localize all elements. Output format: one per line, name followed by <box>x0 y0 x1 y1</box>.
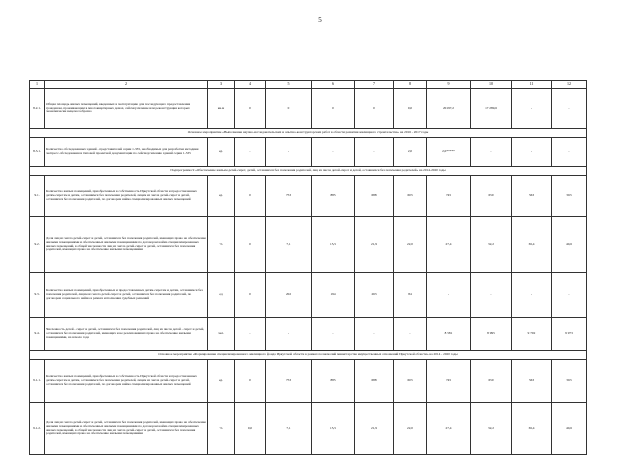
section-row <box>30 167 587 176</box>
column-number: 6 <box>312 81 355 89</box>
value-cell: - <box>512 273 552 318</box>
unit: кв.м <box>208 89 235 129</box>
value-cell: - <box>552 89 587 129</box>
value-cell: 9 973 <box>552 318 587 351</box>
value-cell: 0 <box>235 89 266 129</box>
indicator-name: Численность детей - сирот и детей, оставшихся без попечения родителей, лиц из числа детей - сирот и детей, оставшихся без попечения родителей, имеющих и не реализовавших право на обеспечение жилыми помещениями, на начало года <box>45 318 208 351</box>
value-cell: 563 <box>552 176 587 217</box>
value-cell: - <box>471 273 512 318</box>
value-cell: - <box>355 318 394 351</box>
value-cell: 7,1 <box>266 403 312 455</box>
column-number: 3 <box>208 81 235 89</box>
value-cell: 194 <box>312 273 355 318</box>
value-cell: - <box>355 138 394 167</box>
value-cell: 32,2 <box>471 403 512 455</box>
page-number: 5 <box>318 16 322 24</box>
value-cell: 0,0 <box>394 89 427 129</box>
value-cell: 17 289,6 <box>471 89 512 129</box>
section-title: Основное мероприятие «Выполнение научно-исследовательских и опытно-конструкторских работ в области развития жилищного строительства» на 2016 - 2017 годы <box>30 129 587 138</box>
section-row <box>30 351 587 360</box>
value-cell: 0 <box>266 89 312 129</box>
value-cell: 84 <box>394 273 427 318</box>
value-cell: 9 702 <box>512 318 552 351</box>
row-number: 9.3. <box>30 273 45 318</box>
row-number: 9.4. <box>30 318 45 351</box>
value-cell: 650 <box>471 360 512 403</box>
value-cell: 650 <box>471 176 512 217</box>
value-cell: 32,2 <box>471 217 512 273</box>
row-number: 9.1.2. <box>30 403 45 455</box>
value-cell: - <box>427 273 471 318</box>
unit: ед. <box>208 138 235 167</box>
value-cell: 8 995 <box>471 318 512 351</box>
value-cell: 563 <box>552 360 587 403</box>
value-cell: 603 <box>394 176 427 217</box>
table-row <box>30 138 587 167</box>
value-cell: 8 581 <box>427 318 471 351</box>
value-cell: 0 <box>235 176 266 217</box>
column-number-row <box>30 81 587 89</box>
table-row <box>30 360 587 403</box>
value-cell: 688 <box>355 176 394 217</box>
table-row <box>30 403 587 455</box>
column-number: 7 <box>355 81 394 89</box>
value-cell: 2,0 <box>394 138 427 167</box>
column-number: 8 <box>394 81 427 89</box>
value-cell: - <box>235 138 266 167</box>
value-cell: 36,4 <box>512 403 552 455</box>
indicator-name: Количество жилых помещений, приобретенных в собственность Иркутской области и предоставленных детям-сиротам и детям, оставшимся без попечения родителей, лицам из числа детей-сирот и детей, оставшихся без попечения родителей, по договорам найма специализированных жилых помещений <box>45 360 208 403</box>
value-cell: 0,0 <box>235 403 266 455</box>
value-cell: 202 <box>266 273 312 318</box>
value-cell: 15,5 <box>312 403 355 455</box>
indicator-name: Количество обследованных зданий - представителей серии 1-335, необходимых для разработки методики экспресс-обследования и типовой проектной документации по сейсмоусилению зданий серии 1-335 <box>45 138 208 167</box>
value-cell: 40,6 <box>552 403 587 455</box>
row-number: 9.1. <box>30 176 45 217</box>
value-cell: 745 <box>427 176 471 217</box>
table-row <box>30 89 587 129</box>
value-cell: 21,9 <box>355 403 394 455</box>
unit: ед <box>208 273 235 318</box>
unit: чел. <box>208 318 235 351</box>
column-number: 2 <box>45 81 208 89</box>
value-cell: - <box>235 318 266 351</box>
indicators-table <box>29 80 587 455</box>
row-number: 9.2. <box>30 217 45 273</box>
column-number: 10 <box>471 81 512 89</box>
value-cell: 0 <box>235 273 266 318</box>
column-number: 9 <box>427 81 471 89</box>
unit: ед. <box>208 360 235 403</box>
value-cell: 21,9 <box>355 217 394 273</box>
value-cell: - <box>312 138 355 167</box>
value-cell: 36,4 <box>512 217 552 273</box>
value-cell: 563 <box>512 360 552 403</box>
value-cell: 2,0***** <box>427 138 471 167</box>
indicator-name: Количество жилых помещений, приобретенных в собственность Иркутской области и предоставленных детям-сиротам и детям, оставшимся без попечения родителей, лицам из числа детей-сирот и детей, оставшихся без попечения родителей, по договорам найма специализированных жилых помещений <box>45 176 208 217</box>
column-number: 11 <box>512 81 552 89</box>
value-cell: 688 <box>355 360 394 403</box>
value-cell: - <box>512 138 552 167</box>
value-cell: - <box>266 318 312 351</box>
indicator-name: Общая площадь жилых помещений, введенных в эксплуатацию для последующего предоставления гражданам, проживающим в многоквартирных домах, сейсмоусиление или реконструкция которых экономически нецелесообразно <box>45 89 208 129</box>
value-cell: 603 <box>394 360 427 403</box>
indicator-name: Доля лиц из числа детей-сирот и детей, оставшихся без попечения родителей, имеющих право на обеспечение жилыми помещениями и обеспеченных жилыми помещениями по договорам найма специализированных жилых помещений, в общей численности лиц из числа детей-сирот и детей, оставшихся без попечения родителей, имеющих право на обеспечение жилыми помещениями <box>45 217 208 273</box>
unit: % <box>208 403 235 455</box>
value-cell: - <box>394 318 427 351</box>
section-title: Подпрограмма 9 «Обеспечение жильем детей-сирот, детей, оставшихся без попечения родителей, лиц из числа детей-сирот и детей, оставшихся без попечения родителей» на 2014-2020 годы <box>30 167 587 176</box>
section-title: Основное мероприятие «Формирование специализированного жилищного фонда Иркутской области в рамках полномочий министерства имущественных отношений Иркутской области» на 2014 - 2020 годы <box>30 351 587 360</box>
value-cell: 0 <box>355 89 394 129</box>
indicator-name: Количество жилых помещений, приобретенных и предоставленных детям-сиротам и детям, оставшимся без попечения родителей, лицам из числа детей-сирот и детей, оставшихся без попечения родителей, по договорам социального найма в рамках исполнения судебных решений <box>45 273 208 318</box>
value-cell: 27,4 <box>427 403 471 455</box>
unit: % <box>208 217 235 273</box>
row-number: 9.1.1. <box>30 360 45 403</box>
value-cell: - <box>266 138 312 167</box>
value-cell: - <box>552 138 587 167</box>
unit: ед. <box>208 176 235 217</box>
section-row <box>30 129 587 138</box>
column-number: 4 <box>235 81 266 89</box>
column-number: 1 <box>30 81 45 89</box>
value-cell: 40,6 <box>552 217 587 273</box>
value-cell: 22,0 <box>394 403 427 455</box>
row-number: 8.3.1. <box>30 138 45 167</box>
row-number: 8.2.1. <box>30 89 45 129</box>
value-cell: - <box>471 138 512 167</box>
value-cell: 885 <box>312 360 355 403</box>
value-cell: 885 <box>312 176 355 217</box>
value-cell: 20197,2 <box>427 89 471 129</box>
table-row <box>30 273 587 318</box>
value-cell: - <box>312 318 355 351</box>
column-number: 5 <box>266 81 312 89</box>
table-row <box>30 217 587 273</box>
value-cell: 745 <box>427 360 471 403</box>
value-cell: 15,5 <box>312 217 355 273</box>
value-cell: 7,1 <box>266 217 312 273</box>
value-cell: 0 <box>235 217 266 273</box>
value-cell: 27,4 <box>427 217 471 273</box>
value-cell: 0 <box>235 360 266 403</box>
column-number: 12 <box>552 81 587 89</box>
value-cell: 263 <box>355 273 394 318</box>
value-cell: - <box>552 273 587 318</box>
value-cell: 0 <box>312 89 355 129</box>
table-row <box>30 176 587 217</box>
value-cell: 753 <box>266 360 312 403</box>
value-cell: - <box>512 89 552 129</box>
value-cell: 22,0 <box>394 217 427 273</box>
indicator-name: Доля лиц из числа детей-сирот и детей, оставшихся без попечения родителей, имеющих право на обеспечение жилыми помещениями и обеспеченных жилыми помещениями по договорам найма специализированных жилых помещений, в общей численности лиц из числа детей-сирот и детей, оставшихся без попечения родителей, имеющих право на обеспечение жилыми помещениями <box>45 403 208 455</box>
value-cell: 753 <box>266 176 312 217</box>
table-row <box>30 318 587 351</box>
value-cell: 563 <box>512 176 552 217</box>
